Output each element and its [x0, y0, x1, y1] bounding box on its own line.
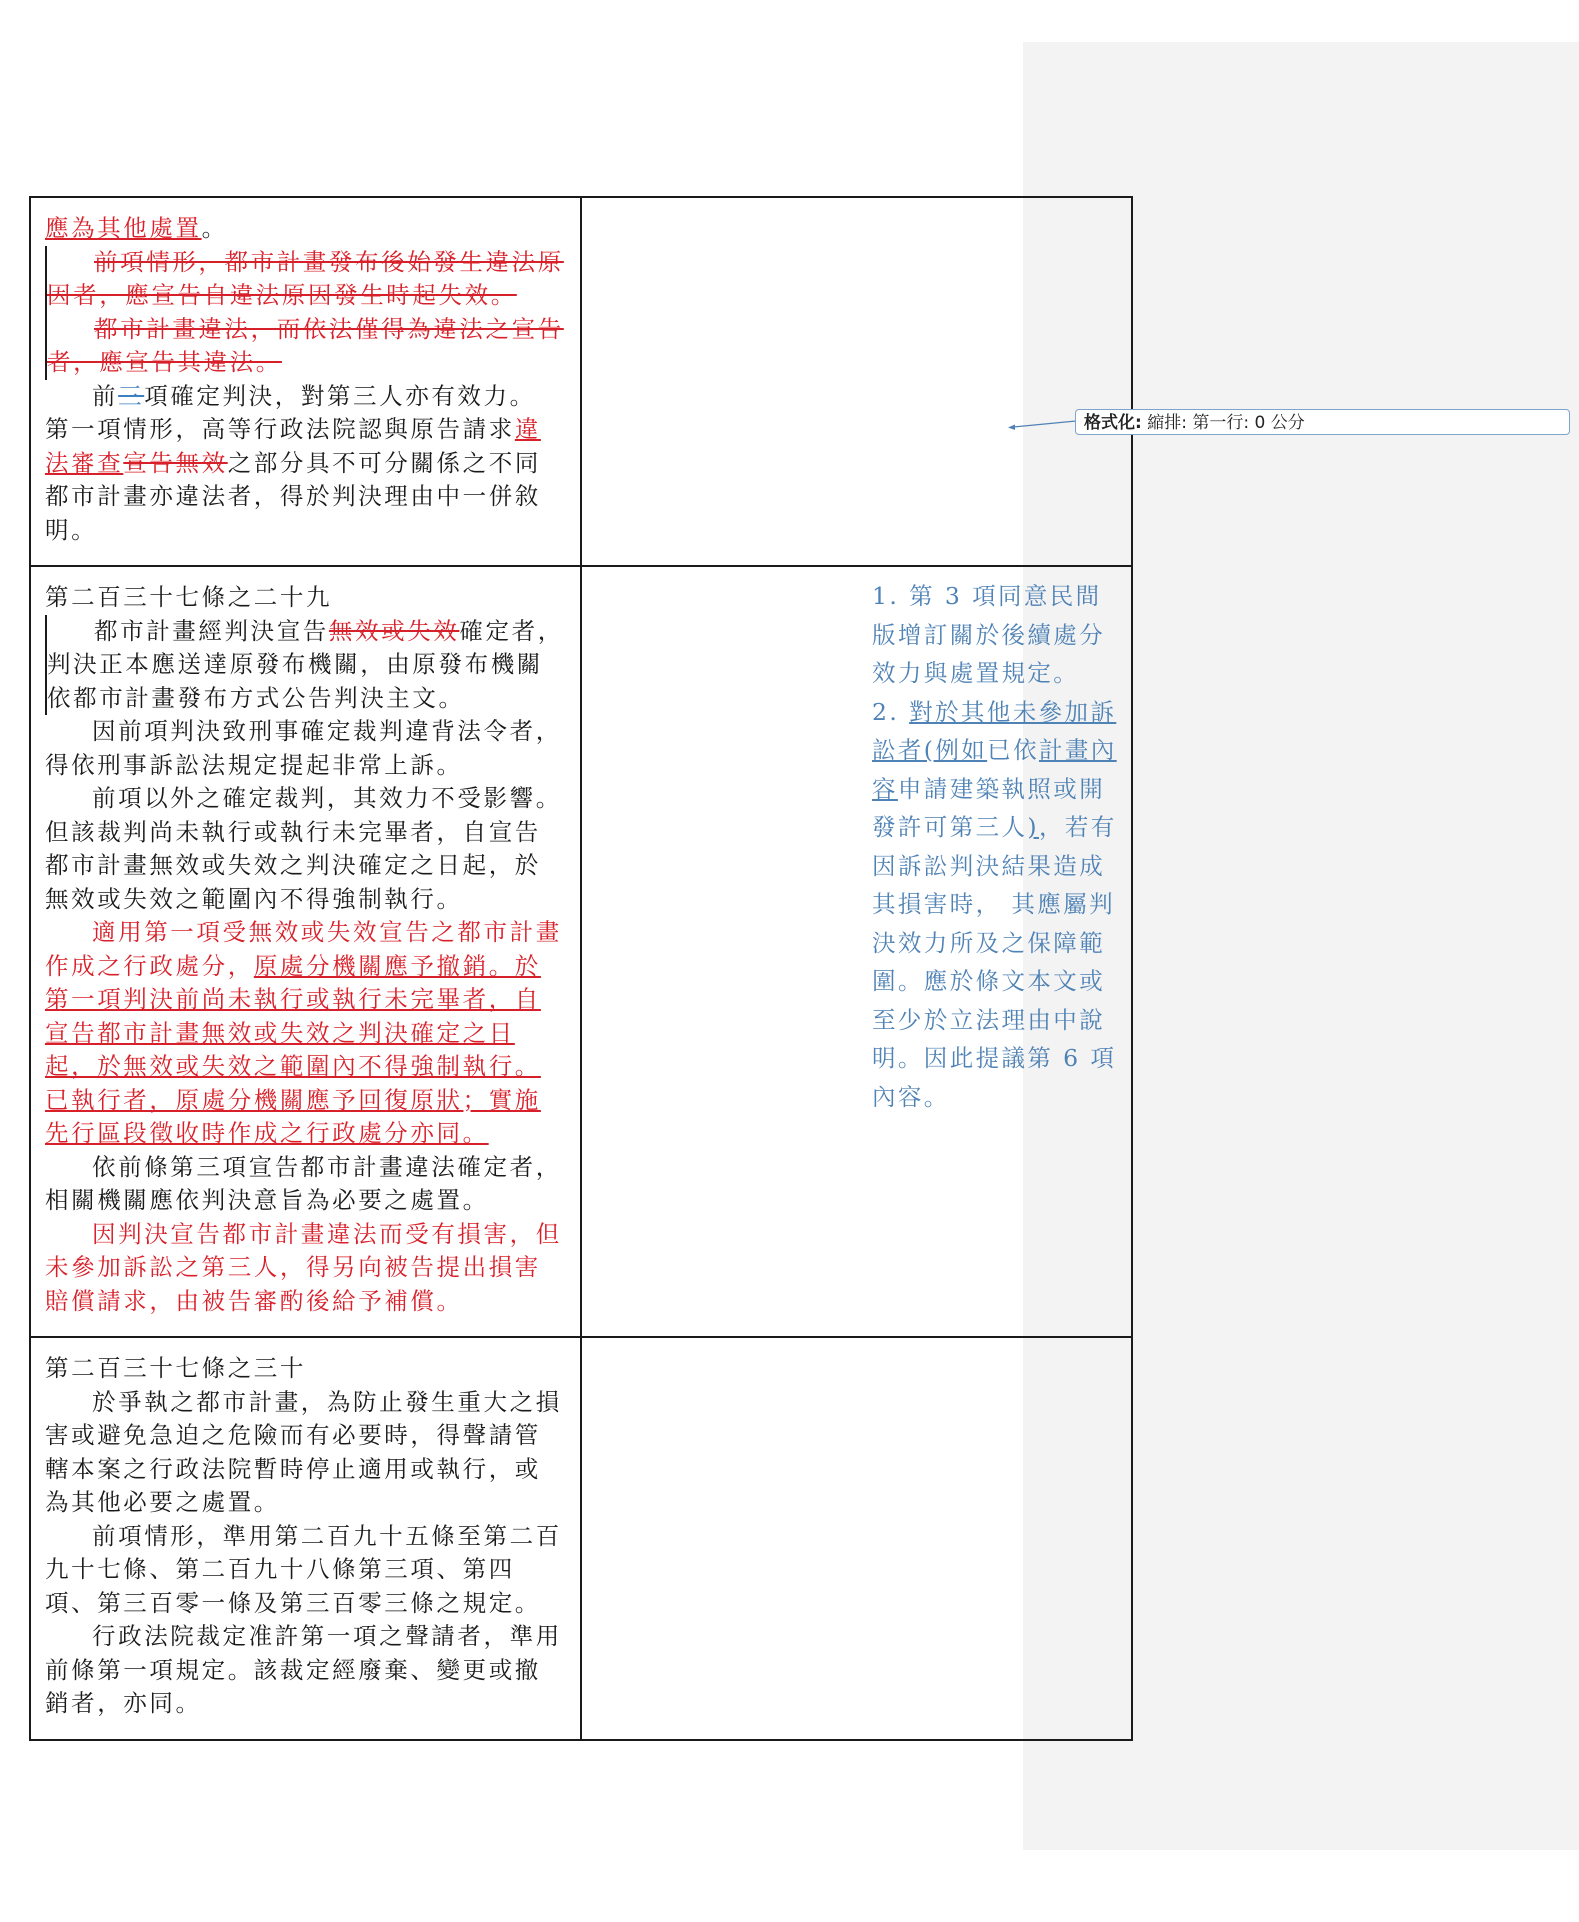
table-cell-comment	[581, 566, 1132, 1337]
table-cell-amended-text	[30, 1337, 581, 1740]
article-title: 第二百三十七條之三十	[45, 1354, 306, 1382]
text-run: 之部分具不可分關係之不同都市計畫亦違法者，得於判決理由中一併敘明。	[45, 448, 541, 544]
text-run: 項確定判決，對第三人亦有效力。	[144, 381, 536, 410]
paragraph	[45, 413, 566, 547]
table-row	[30, 566, 1132, 1337]
table-cell-comment	[581, 1337, 1132, 1740]
paragraph: 依前條第三項宣告都市計畫違法確定者，相關機關應依判決意旨為必要之處置。	[45, 1152, 562, 1214]
inserted-text: 違法審查	[45, 415, 541, 477]
comment-item	[872, 693, 1121, 1117]
table-cell-amended-text	[30, 197, 581, 566]
deleted-text: 無效或失效	[328, 616, 460, 645]
underlined-text: 對於其他未參加訴訟者(例如	[872, 697, 1117, 764]
text-run: 確定者，判決正本應送達原發布機關，由原發布機關依都市計畫發布方式公告判決主文。	[47, 616, 564, 712]
paragraph	[45, 313, 566, 380]
underlined-text: )	[1027, 813, 1039, 841]
paragraph: 前項情形，準用第二百九十五條至第二百九十七條、第二百九十八條第三項、第四項、第三百零一條及第三百零三條之規定。	[45, 1521, 562, 1617]
paragraph	[45, 246, 566, 313]
table-cell-amended-text	[30, 566, 581, 1337]
text-run: ，若有因訴訟判決結果造成其損害時， 其應屬判決效力所及之保障範圍。應於條文本文或至少於立法理由中說明。因此提議第 6 項內容。	[872, 813, 1117, 1111]
paragraph	[45, 916, 566, 1151]
text-run: 都市計畫經判決宣告	[94, 616, 329, 645]
inserted-text: 適用第一項受無效或失效宣告之都市計畫作成之行政處分，	[45, 918, 562, 980]
table-row	[30, 197, 1132, 566]
comment-item: 1. 第 3 項同意民間版增訂關於後續處分效力與處置規定。	[872, 582, 1106, 687]
deleted-text: 前項情形，都市計畫發布後始發生違法原因者，應宣告自違法原因發生時起失效。	[47, 247, 564, 309]
paragraph	[45, 615, 566, 716]
balloon-label: 格式化:	[1084, 413, 1142, 433]
text-run: 第一項情形，高等行政法院認與原告請求	[45, 415, 515, 443]
paragraph	[45, 212, 566, 246]
text-run: 2.	[872, 697, 910, 726]
text-run: 。	[201, 214, 228, 242]
paragraph: 前項以外之確定裁判，其效力不受影響。但該裁判尚未執行或執行未完畢者，自宣告都市計畫無效或失效之判決確定之日起，於無效或失效之範圍內不得強制執行。	[45, 784, 562, 913]
paragraph: 行政法院裁定准許第一項之聲請者，準用前條第一項規定。該裁定經廢棄、變更或撤銷者，亦同。	[45, 1622, 562, 1717]
balloon-text: 縮排: 第一行: 0 公分	[1141, 413, 1305, 433]
text-run: 前	[92, 381, 119, 410]
table-cell-comment	[581, 197, 1132, 566]
text-run: 申請建築執照或開發許可第三人	[872, 774, 1106, 841]
paragraph	[45, 380, 566, 414]
text-run: 已依	[987, 736, 1039, 764]
underlined-text: 計畫內容	[872, 736, 1117, 803]
deleted-text: 宣告無效	[123, 448, 228, 477]
format-change-balloon[interactable]	[1075, 409, 1570, 435]
comparison-table	[29, 196, 1133, 1741]
paragraph: 因前項判決致刑事確定裁判違背法令者，得依刑事訴訟法規定提起非常上訴。	[45, 717, 562, 779]
paragraph: 因判決宣告都市計畫違法而受有損害，但未參加訴訟之第三人，得另向被告提出損害賠償請求，由被告審酌後給予補償。	[45, 1219, 562, 1315]
balloon-connector-arrow	[1008, 418, 1078, 430]
inserted-text: 原處分機關應予撤銷。於第一項判決前尚未執行或執行未完畢者，自宣告都市計畫無效或失效之判決確定之日起，於無效或失效之範圍內不得強制執行。已執行者，原處分機關應予回復原狀；實施先行區段徵收時作成之行政處分亦同。	[45, 951, 541, 1147]
table-row	[30, 1337, 1132, 1740]
article-title: 第二百三十七條之二十九	[45, 583, 333, 611]
deleted-text: 都市計畫違法，而依法僅得為違法之宣告者，應宣告其違法。	[47, 314, 564, 376]
paragraph: 於爭執之都市計畫，為防止發生重大之損害或避免急迫之危險而有必要時，得聲請管轄本案之行政法院暫時停止適用或執行，或為其他必要之處置。	[45, 1387, 562, 1516]
deleted-text: 三	[118, 381, 145, 410]
inserted-text: 應為其他處置	[45, 214, 202, 242]
